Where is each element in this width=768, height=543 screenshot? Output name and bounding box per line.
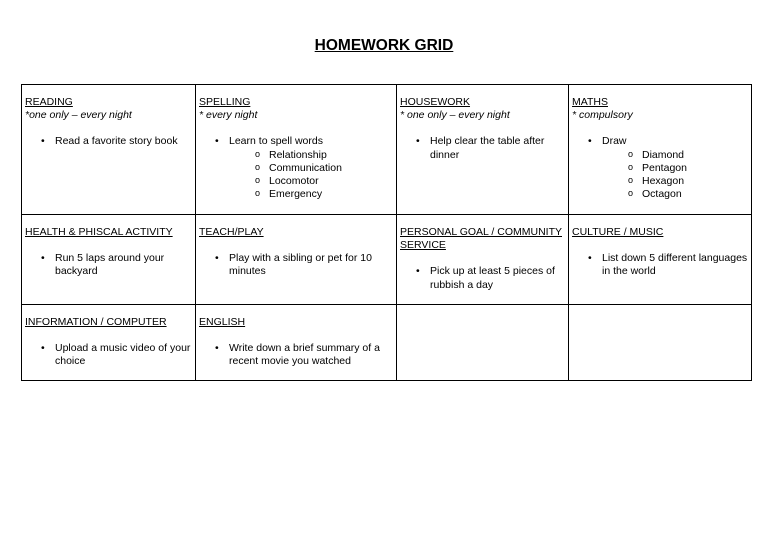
task-list: [400, 135, 566, 161]
grid-cell-teach-play: [196, 215, 397, 305]
grid-row: [22, 85, 752, 215]
cell-heading: TEACH/PLAY: [199, 226, 264, 238]
grid-cell-empty: [397, 305, 569, 381]
sub-item: o Locomotor: [269, 175, 394, 188]
sub-item: o Diamond: [642, 149, 749, 162]
cell-subtitle: * one only – every night: [400, 109, 510, 122]
cell-heading: INFORMATION / COMPUTER: [25, 316, 167, 328]
task-item: • Write down a brief summary of a recent movie you watched: [229, 342, 394, 368]
sub-item: o Communication: [269, 162, 394, 175]
task-item: • Play with a sibling or pet for 10 minutes: [229, 252, 394, 278]
cell-subtitle: *one only – every night: [25, 109, 132, 122]
cell-heading: PERSONAL GOAL / COMMUNITY SERVICE: [400, 226, 562, 252]
sub-item: o Pentagon: [642, 162, 749, 175]
cell-heading: READING: [25, 96, 73, 108]
grid-row: [22, 215, 752, 305]
task-item: [229, 135, 394, 201]
task-item: • Read a favorite story book: [55, 135, 193, 148]
grid-cell-english: [196, 305, 397, 381]
grid-cell-reading: [22, 85, 196, 215]
sub-item: o Octagon: [642, 188, 749, 201]
grid-cell-personal-goal: [397, 215, 569, 305]
grid-cell-housework: [397, 85, 569, 215]
task-list: [199, 135, 394, 201]
task-list: [25, 252, 193, 278]
cell-heading: HEALTH & PHISCAL ACTIVITY: [25, 226, 173, 238]
sub-item: o Emergency: [269, 188, 394, 201]
sub-list: [229, 149, 394, 202]
task-list: [199, 342, 394, 368]
cell-heading: MATHS: [572, 96, 608, 108]
cell-heading: CULTURE / MUSIC: [572, 226, 664, 238]
task-list: [572, 135, 749, 201]
task-item: • List down 5 different languages in the world: [602, 252, 749, 278]
cell-subtitle: * compulsory: [572, 109, 633, 122]
cell-heading: SPELLING: [199, 96, 251, 108]
task-list: [25, 342, 193, 368]
task-list: [199, 252, 394, 278]
task-item: • Pick up at least 5 pieces of rubbish a day: [430, 265, 566, 291]
grid-cell-health: [22, 215, 196, 305]
task-item: • Run 5 laps around your backyard: [55, 252, 193, 278]
cell-heading: HOUSEWORK: [400, 96, 471, 108]
grid-cell-spelling: [196, 85, 397, 215]
homework-grid: [21, 84, 752, 381]
sub-item: o Relationship: [269, 149, 394, 162]
grid-cell-empty: [569, 305, 752, 381]
task-text: Learn to spell words: [229, 135, 323, 148]
task-item: [602, 135, 749, 201]
grid-cell-maths: [569, 85, 752, 215]
grid-cell-culture-music: [569, 215, 752, 305]
task-item: • Help clear the table after dinner: [430, 135, 566, 161]
grid-row: [22, 305, 752, 381]
cell-subtitle: * every night: [199, 109, 258, 122]
page-title-text: HOMEWORK GRID: [314, 37, 454, 54]
task-list: [572, 252, 749, 278]
task-list: [400, 265, 566, 291]
task-text: Draw: [602, 135, 627, 148]
sub-list: [602, 149, 749, 202]
cell-heading: ENGLISH: [199, 316, 246, 328]
task-item: • Upload a music video of your choice: [55, 342, 193, 368]
task-list: [25, 135, 193, 148]
page-title: [0, 37, 768, 55]
sub-item: o Hexagon: [642, 175, 749, 188]
grid-cell-information-computer: [22, 305, 196, 381]
